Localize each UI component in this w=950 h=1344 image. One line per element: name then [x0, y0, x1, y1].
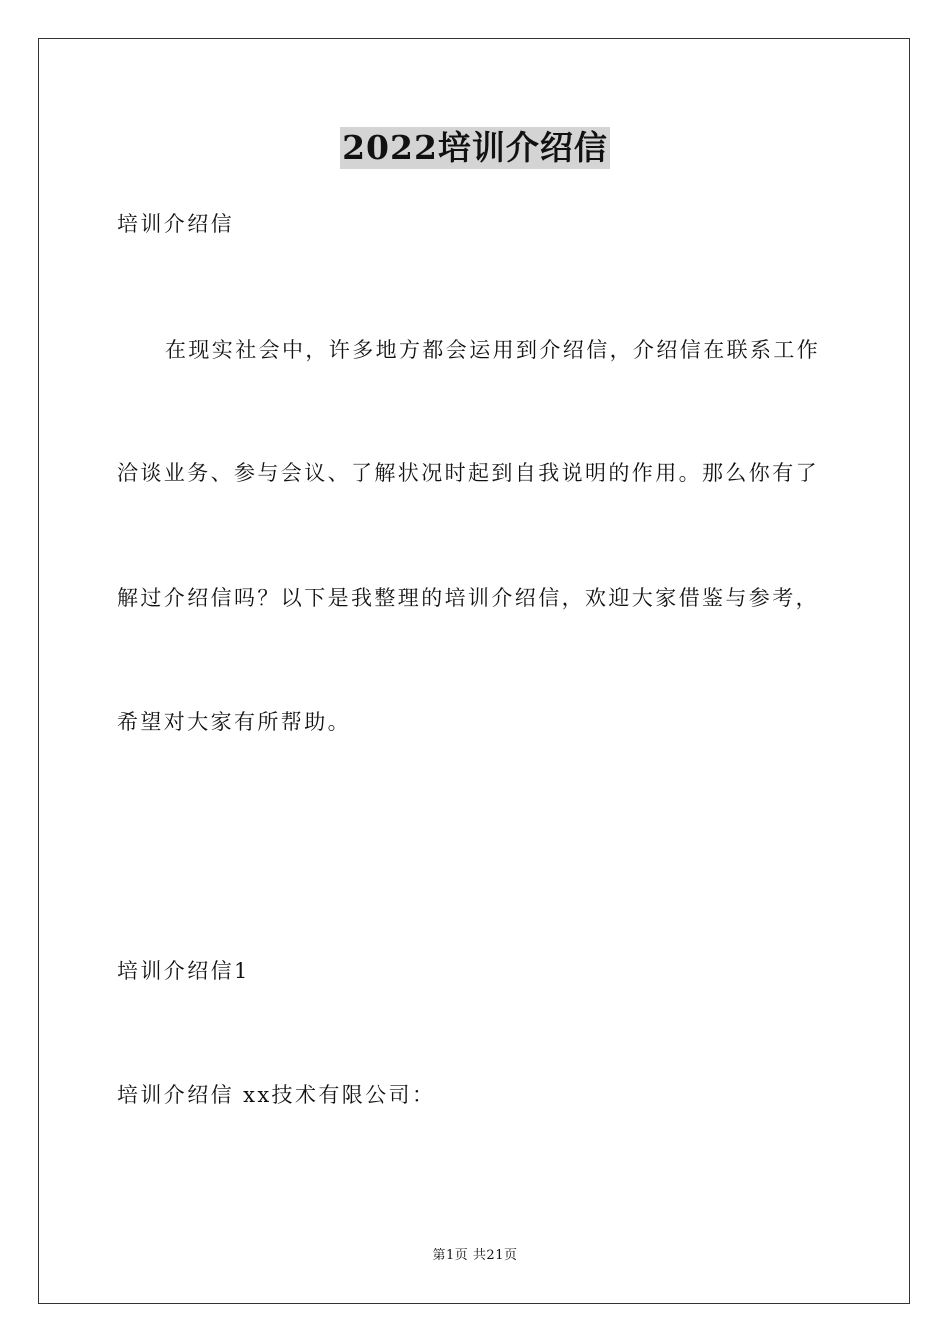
page-footer: 第1页 共21页 [432, 1248, 518, 1263]
section-heading: 培训介绍信1 [117, 959, 250, 983]
intro-line-3: 解过介绍信吗？以下是我整理的培训介绍信，欢迎大家借鉴与参考， [117, 586, 819, 610]
document-heading: 培训介绍信 [117, 212, 234, 236]
intro-line-2: 洽谈业务、参与会议、了解状况时起到自我说明的作用。那么你有了 [117, 461, 819, 485]
intro-line-4: 希望对大家有所帮助。 [117, 710, 351, 734]
document-title: 2022培训介绍信 [342, 128, 608, 167]
intro-line-1: 在现实社会中，许多地方都会运用到介绍信，介绍信在联系工作 [165, 338, 821, 362]
letter-opening: 培训介绍信 xx技术有限公司： [117, 1083, 436, 1107]
title-container [0, 127, 950, 169]
